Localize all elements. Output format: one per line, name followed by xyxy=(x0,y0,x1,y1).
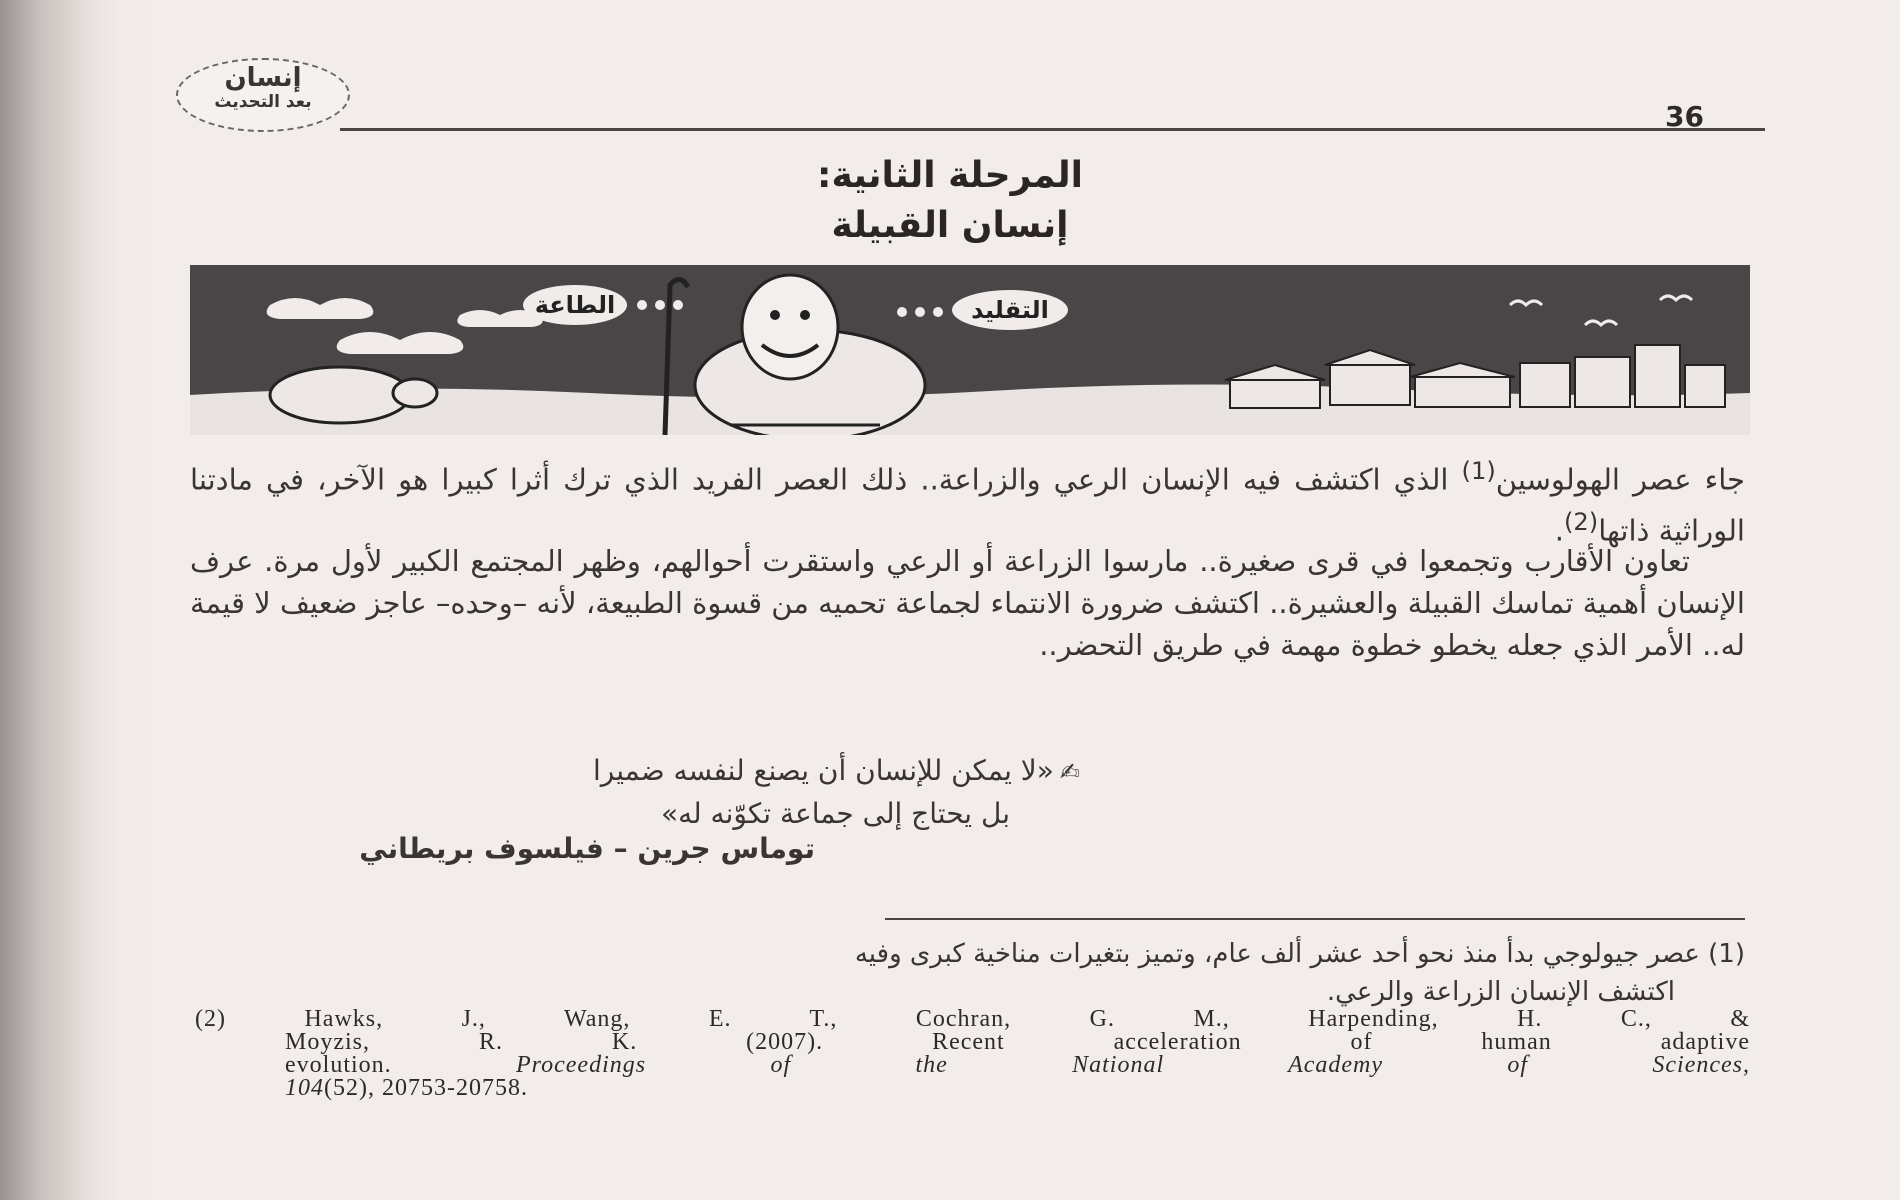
footnote-1 xyxy=(190,935,1745,1011)
bubble-left-text: الطاعة xyxy=(534,291,616,319)
footnote-2-line-1: (2) Hawks, J., Wang, E. T., Cochran, G. M., Harpending, H. C., & xyxy=(195,1006,1750,1032)
thought-dot xyxy=(897,307,907,317)
quote-line-2: بل يحتاج إلى جماعة تكوّنه له» xyxy=(660,797,1010,830)
header-rule xyxy=(340,128,1765,131)
bubble-right-text: التقليد xyxy=(971,296,1049,324)
footnote-ref-2[interactable]: (2) xyxy=(1563,507,1599,536)
thought-dot xyxy=(637,300,647,310)
footnote-2-line-2: Moyzis, R. K. (2007). Recent acceleration of human adaptive xyxy=(285,1029,1750,1055)
logo-subtitle: بعد التحديث xyxy=(214,92,312,112)
paragraph1-body: الذي اكتشف فيه الإنسان الرعي والزراعة.. ذلك العصر الفريد الذي ترك أثرا كبيرا هو الآخر، في مادتنا الوراثية ذاتها xyxy=(190,462,1745,548)
paragraph1-start: جاء عصر الهولوسين xyxy=(1495,462,1745,497)
footnotes-rule xyxy=(885,918,1745,920)
thought-dot xyxy=(933,307,943,317)
quote-line-1: ✍«لا يمكن للإنسان أن يصنع لنفسه ضميرا xyxy=(592,754,1080,787)
quote-pen-icon: ✍ xyxy=(1059,758,1080,786)
paragraph-holocene xyxy=(190,450,1745,551)
chapter-subheading: إنسان القبيلة xyxy=(831,205,1069,246)
footnote-1-line-1: (1) عصر جيولوجي بدأ منذ نحو أحد عشر ألف عام، وتميز بتغيرات مناخية كبرى وفيه xyxy=(854,939,1745,969)
footnote-ref-1[interactable]: (1) xyxy=(1461,457,1496,485)
chapter-heading: المرحلة الثانية: xyxy=(817,155,1083,196)
thought-dot xyxy=(915,307,925,317)
footnote-2-line-4: 104(52), 20753-20758. xyxy=(285,1075,528,1101)
footnote-1-line-2: اكتشف الإنسان الزراعة والرعي. xyxy=(1326,977,1675,1007)
page-number: 36 xyxy=(1665,100,1704,133)
book-logo xyxy=(176,58,350,132)
quote-author: توماس جرين – فيلسوف بريطاني xyxy=(359,832,815,865)
tribal-man-cartoon xyxy=(190,265,1750,435)
footnote-2-line-3: evolution. Proceedings of the National Academy of Sciences, xyxy=(285,1052,1751,1078)
paragraph1-end: . xyxy=(1554,513,1564,548)
footnote-2 xyxy=(195,1008,1750,1100)
book-spine-shadow xyxy=(0,0,120,1200)
thought-dot xyxy=(655,300,665,310)
logo-title: إنسان xyxy=(224,63,302,93)
thought-dot xyxy=(673,300,683,310)
quote-block xyxy=(200,750,1080,835)
paragraph-tribe: تعاون الأقارب وتجمعوا في قرى صغيرة.. مارسوا الزراعة أو الرعي واستقرت أحوالهم، وظهر المجتمع الكبير لأول مرة. عرف الإنسان أهمية تماسك القبيلة والعشيرة.. اكتشف ضرورة الانتماء لجماعة تحميه من قسوة الطبيعة، لأنه –وحده– عاجز ضعيف لا قيمة له.. الأمر الذي جعله يخطو خطوة مهمة في طريق التحضر.. xyxy=(190,544,1745,662)
